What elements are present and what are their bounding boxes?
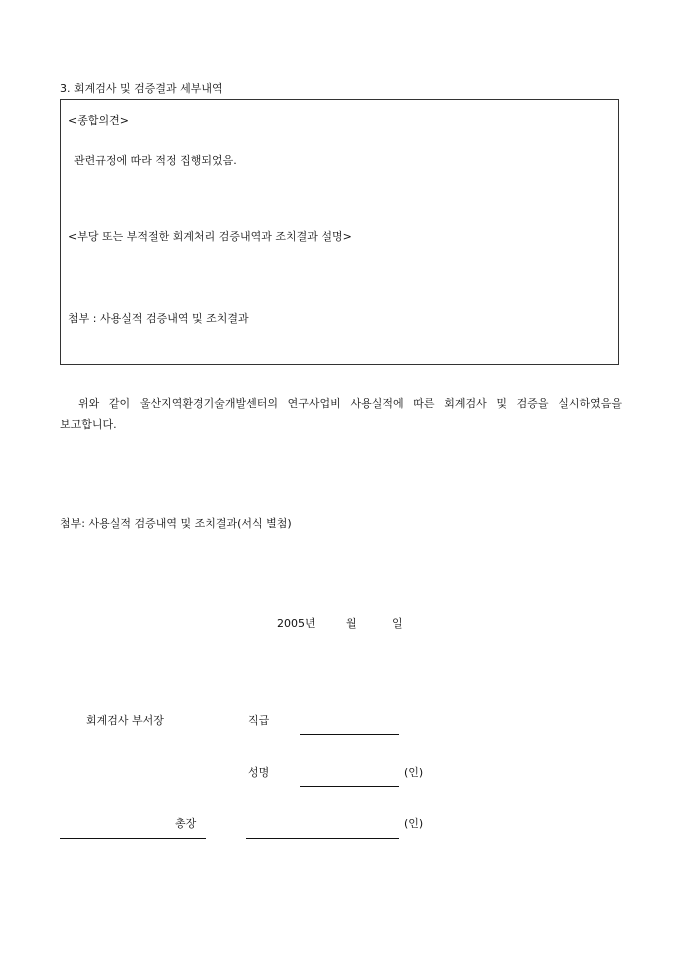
box-attachment-note: 첨부 : 사용실적 검증내역 및 조치결과: [68, 312, 249, 325]
report-paragraph: 위와 같이 울산지역환경기술개발센터의 연구사업비 사용실적에 따른 회계검사 및 검증을 실시하였음을 보고합니다.: [60, 397, 622, 431]
department-head-label: 회계검사 부서장: [86, 714, 164, 727]
date-day: 일: [392, 617, 403, 630]
position-label: 직급: [248, 714, 270, 727]
date-year: 2005년: [277, 617, 316, 630]
name-line: [300, 786, 399, 787]
date-month: 월: [346, 617, 357, 630]
name-label: 성명: [248, 766, 270, 779]
section-title: 3. 회계검사 및 검증결과 세부내역: [60, 82, 223, 95]
overall-opinion-text: 관련규정에 따라 적정 집행되었음.: [74, 154, 237, 167]
attachment-note: 첨부: 사용실적 검증내역 및 조치결과(서식 별첨): [60, 517, 292, 530]
president-label: 총장: [175, 817, 197, 830]
improper-accounting-heading: <부당 또는 부적절한 회계처리 검증내역과 조치결과 설명>: [68, 230, 352, 243]
seal-mark: (인): [404, 766, 424, 779]
position-line: [300, 734, 399, 735]
review-box: [60, 99, 619, 365]
president-sign-line: [246, 838, 399, 839]
president-seal-mark: (인): [404, 817, 424, 830]
president-underline: [60, 838, 206, 839]
overall-opinion-heading: <종합의견>: [68, 114, 129, 127]
